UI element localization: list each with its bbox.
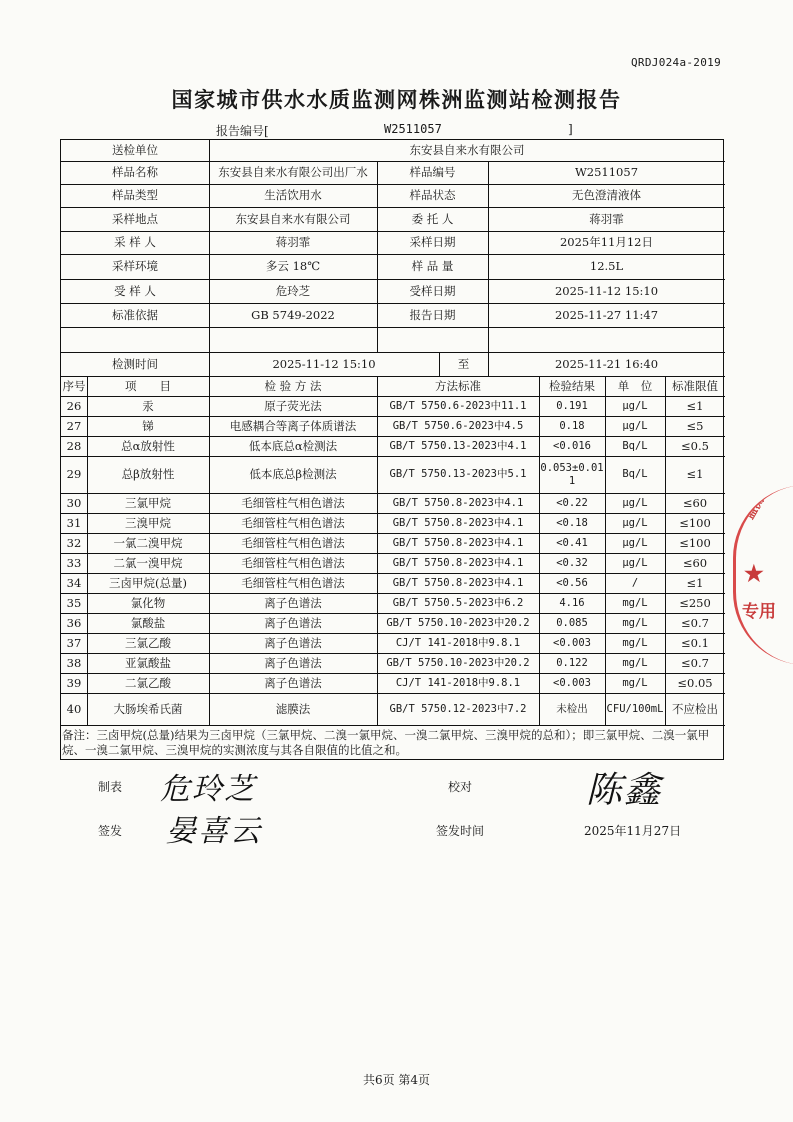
row-number: 32 bbox=[66, 535, 82, 550]
row-unit: mg/L bbox=[622, 616, 648, 629]
row-item: 三氯甲烷 bbox=[125, 495, 171, 510]
row-item: 汞 bbox=[142, 398, 154, 413]
row-standard: GB/T 5750.13-2023中4.1 bbox=[389, 439, 527, 452]
row-result: 0.122 bbox=[556, 656, 588, 669]
row-limit: ≤60 bbox=[682, 555, 708, 570]
row-number: 40 bbox=[66, 701, 82, 716]
sample-name-value: 东安县自来水有限公司出厂水 bbox=[218, 165, 368, 179]
test-time-from: 2025-11-12 15:10 bbox=[272, 356, 376, 371]
row-standard: GB/T 5750.6-2023中11.1 bbox=[389, 399, 527, 412]
row-number: 33 bbox=[66, 555, 82, 570]
receiver-value: 危玲芝 bbox=[275, 283, 311, 298]
row-standard: GB/T 5750.5-2023中6.2 bbox=[392, 596, 524, 609]
row-item: 一氯二溴甲烷 bbox=[113, 535, 183, 550]
row-number: 36 bbox=[66, 615, 82, 630]
standard-value: GB 5749-2022 bbox=[251, 307, 335, 322]
row-number: 29 bbox=[66, 467, 82, 481]
row-limit: ≤0.7 bbox=[681, 655, 709, 670]
sampling-date-label: 采样日期 bbox=[409, 235, 456, 249]
row-item: 二氯乙酸 bbox=[125, 675, 171, 690]
issue-time-label: 签发时间 bbox=[436, 824, 485, 838]
row-standard: GB/T 5750.8-2023中4.1 bbox=[392, 536, 524, 549]
row-method: 毛细管柱气相色谱法 bbox=[241, 495, 345, 510]
row-unit: mg/L bbox=[622, 596, 648, 609]
row-unit: mg/L bbox=[622, 656, 648, 669]
document-code: QRDJ024a-2019 bbox=[631, 56, 721, 69]
row-result: 0.191 bbox=[556, 399, 588, 412]
row-number: 37 bbox=[66, 635, 82, 650]
issued-by-label: 签发 bbox=[98, 824, 123, 838]
row-limit: ≤5 bbox=[686, 418, 704, 433]
row-number: 38 bbox=[66, 655, 82, 670]
row-number: 31 bbox=[66, 515, 82, 530]
receiver-label: 受 样 人 bbox=[114, 283, 156, 298]
remarks-note: 备注：三卤甲烷(总量)结果为三卤甲烷（三氯甲烷、二溴一氯甲烷、一溴二氯甲烷、三溴甲烷的总和）；即三氯甲烷、二溴一氯甲烷、一溴二氯甲烷、三溴甲烷的实测浓度与其各自限值的比值之和。 bbox=[62, 728, 710, 757]
row-unit: CFU/100mL bbox=[606, 702, 664, 715]
row-result: <0.003 bbox=[553, 676, 591, 689]
row-number: 28 bbox=[66, 438, 82, 453]
receive-date-label: 受样日期 bbox=[409, 283, 456, 298]
row-standard: GB/T 5750.10-2023中20.2 bbox=[386, 616, 530, 629]
row-limit: ≤1 bbox=[686, 575, 704, 590]
checked-by-label: 校对 bbox=[448, 780, 473, 794]
client-value: 蒋羽霏 bbox=[589, 211, 624, 226]
row-method: 电感耦合等离子体质谱法 bbox=[229, 418, 357, 433]
row-result: <0.32 bbox=[556, 556, 588, 569]
row-unit: / bbox=[631, 576, 639, 589]
row-limit: ≤0.05 bbox=[677, 675, 713, 690]
sampler-value: 蒋羽霏 bbox=[275, 235, 311, 249]
column-header: 检验结果 bbox=[549, 378, 595, 393]
page-footer: 共6页 第4页 bbox=[362, 1073, 431, 1087]
column-header: 检 验 方 法 bbox=[264, 378, 322, 393]
row-unit: μg/L bbox=[622, 536, 648, 549]
issued-by-signature: 晏喜云 bbox=[166, 814, 262, 849]
sender-value: 东安县自来水有限公司 bbox=[409, 143, 525, 157]
row-standard: CJ/T 141-2018中9.8.1 bbox=[395, 636, 521, 649]
row-limit: 不应检出 bbox=[672, 701, 718, 716]
sampling-date-value: 2025年11月12日 bbox=[559, 235, 654, 249]
receive-date-value: 2025-11-12 15:10 bbox=[554, 283, 659, 298]
row-standard: GB/T 5750.6-2023中4.5 bbox=[392, 419, 524, 432]
row-method: 离子色谱法 bbox=[264, 655, 322, 670]
column-header: 标准限值 bbox=[672, 378, 718, 393]
row-result: 未检出 bbox=[556, 702, 588, 715]
row-limit: ≤0.7 bbox=[681, 615, 709, 630]
grid-line bbox=[61, 327, 725, 328]
report-title: 国家城市供水水质监测网株洲监测站检测报告 bbox=[171, 88, 622, 112]
report-table bbox=[60, 139, 724, 760]
row-unit: μg/L bbox=[622, 419, 648, 432]
prepared-by-label: 制表 bbox=[98, 780, 123, 794]
row-item: 三溴甲烷 bbox=[125, 515, 171, 530]
row-result: <0.18 bbox=[556, 516, 588, 529]
sample-id-label: 样品编号 bbox=[409, 165, 456, 179]
row-method: 毛细管柱气相色谱法 bbox=[241, 575, 345, 590]
sample-id-value: W2511057 bbox=[574, 165, 639, 179]
test-time-to-label: 至 bbox=[457, 356, 470, 371]
column-header: 项 目 bbox=[125, 378, 171, 393]
prepared-by-signature: 危玲芝 bbox=[160, 772, 256, 807]
row-standard: CJ/T 141-2018中9.8.1 bbox=[395, 676, 521, 689]
report-number-value: W2511057 bbox=[384, 122, 442, 136]
row-method: 毛细管柱气相色谱法 bbox=[241, 535, 345, 550]
test-time-label: 检测时间 bbox=[112, 356, 158, 371]
column-header: 单 位 bbox=[617, 378, 653, 393]
row-result: 0.18 bbox=[559, 419, 585, 432]
row-result: <0.56 bbox=[556, 576, 588, 589]
row-method: 低本底总α检测法 bbox=[248, 438, 338, 453]
qty-label: 样 品 量 bbox=[411, 259, 454, 273]
site-value: 东安县自来水有限公司 bbox=[235, 211, 351, 226]
row-limit: ≤100 bbox=[679, 515, 711, 530]
seal-star-icon: ★ bbox=[744, 561, 764, 587]
sampler-label: 采 样 人 bbox=[114, 235, 156, 249]
row-result: 0.085 bbox=[556, 616, 588, 629]
row-number: 35 bbox=[66, 595, 82, 610]
row-item: 锑 bbox=[142, 418, 154, 433]
qty-value: 12.5L bbox=[589, 259, 624, 273]
sample-name-label: 样品名称 bbox=[112, 165, 158, 179]
row-unit: μg/L bbox=[622, 516, 648, 529]
report-number-label: 报告编号[ bbox=[216, 124, 269, 138]
row-unit: Bq/L bbox=[622, 468, 648, 480]
sample-state-value: 无色澄清液体 bbox=[572, 188, 641, 202]
report-date-value: 2025-11-27 11:47 bbox=[554, 307, 659, 322]
row-unit: μg/L bbox=[622, 399, 648, 412]
seal-text-top: 监测 bbox=[742, 493, 767, 522]
row-standard: GB/T 5750.8-2023中4.1 bbox=[392, 556, 524, 569]
row-unit: mg/L bbox=[622, 676, 648, 689]
env-value: 多云 18℃ bbox=[265, 259, 321, 273]
row-method: 离子色谱法 bbox=[264, 615, 322, 630]
row-method: 离子色谱法 bbox=[264, 675, 322, 690]
row-standard: GB/T 5750.13-2023中5.1 bbox=[389, 468, 527, 480]
row-number: 34 bbox=[66, 575, 82, 590]
row-standard: GB/T 5750.10-2023中20.2 bbox=[386, 656, 530, 669]
row-method: 离子色谱法 bbox=[264, 635, 322, 650]
row-standard: GB/T 5750.12-2023中7.2 bbox=[389, 702, 527, 715]
row-result: 0.053±0.011 bbox=[540, 461, 604, 487]
row-limit: ≤250 bbox=[679, 595, 711, 610]
row-result: <0.016 bbox=[553, 439, 591, 452]
row-method: 低本底总β检测法 bbox=[249, 467, 337, 481]
row-number: 26 bbox=[66, 398, 82, 413]
row-method: 毛细管柱气相色谱法 bbox=[241, 515, 345, 530]
row-item: 总β放射性 bbox=[121, 467, 175, 481]
sender-label: 送检单位 bbox=[112, 143, 158, 157]
row-item: 大肠埃希氏菌 bbox=[113, 701, 183, 716]
column-header: 序号 bbox=[62, 378, 86, 393]
row-item: 亚氯酸盐 bbox=[125, 655, 171, 670]
row-item: 氯酸盐 bbox=[130, 615, 166, 630]
row-unit: Bq/L bbox=[622, 439, 648, 452]
report-number bbox=[216, 122, 573, 139]
row-standard: GB/T 5750.8-2023中4.1 bbox=[392, 496, 524, 509]
row-unit: μg/L bbox=[622, 556, 648, 569]
row-limit: ≤1 bbox=[686, 467, 704, 481]
site-label: 采样地点 bbox=[112, 211, 158, 226]
row-item: 三卤甲烷(总量) bbox=[109, 575, 187, 590]
env-label: 采样环境 bbox=[112, 259, 158, 273]
grid-line bbox=[61, 725, 725, 726]
row-item: 总α放射性 bbox=[121, 438, 175, 453]
row-item: 三氯乙酸 bbox=[125, 635, 171, 650]
row-method: 毛细管柱气相色谱法 bbox=[241, 555, 345, 570]
row-result: 4.16 bbox=[559, 596, 585, 609]
official-seal bbox=[733, 485, 793, 665]
sample-state-label: 样品状态 bbox=[409, 188, 456, 202]
checked-by-signature: 陈鑫 bbox=[586, 770, 663, 811]
row-limit: ≤100 bbox=[679, 535, 711, 550]
seal-text-mid: 专用 bbox=[742, 602, 776, 622]
row-limit: ≤0.5 bbox=[681, 438, 709, 453]
row-result: <0.003 bbox=[553, 636, 591, 649]
row-result: <0.41 bbox=[556, 536, 588, 549]
row-result: <0.22 bbox=[556, 496, 588, 509]
row-unit: mg/L bbox=[622, 636, 648, 649]
report-number-bracket: ] bbox=[568, 122, 573, 136]
row-number: 39 bbox=[66, 675, 82, 690]
test-time-to: 2025-11-21 16:40 bbox=[554, 356, 659, 371]
row-method: 离子色谱法 bbox=[264, 595, 322, 610]
row-item: 氯化物 bbox=[130, 595, 166, 610]
client-label: 委 托 人 bbox=[411, 211, 454, 226]
row-standard: GB/T 5750.8-2023中4.1 bbox=[392, 516, 524, 529]
row-unit: μg/L bbox=[622, 496, 648, 509]
row-standard: GB/T 5750.8-2023中4.1 bbox=[392, 576, 524, 589]
row-number: 27 bbox=[66, 418, 82, 433]
standard-label: 标准依据 bbox=[112, 307, 158, 322]
sample-type-label: 样品类型 bbox=[112, 188, 158, 202]
row-item: 二氯一溴甲烷 bbox=[113, 555, 183, 570]
issue-time-value: 2025年11月27日 bbox=[584, 824, 682, 838]
row-method: 滤膜法 bbox=[275, 701, 311, 716]
row-limit: ≤1 bbox=[686, 398, 704, 413]
report-date-label: 报告日期 bbox=[409, 307, 456, 322]
sample-type-value: 生活饮用水 bbox=[264, 188, 322, 202]
row-method: 原子荧光法 bbox=[264, 398, 322, 413]
row-number: 30 bbox=[66, 495, 82, 510]
row-limit: ≤0.1 bbox=[681, 635, 709, 650]
column-header: 方法标准 bbox=[435, 378, 481, 393]
row-limit: ≤60 bbox=[682, 495, 708, 510]
